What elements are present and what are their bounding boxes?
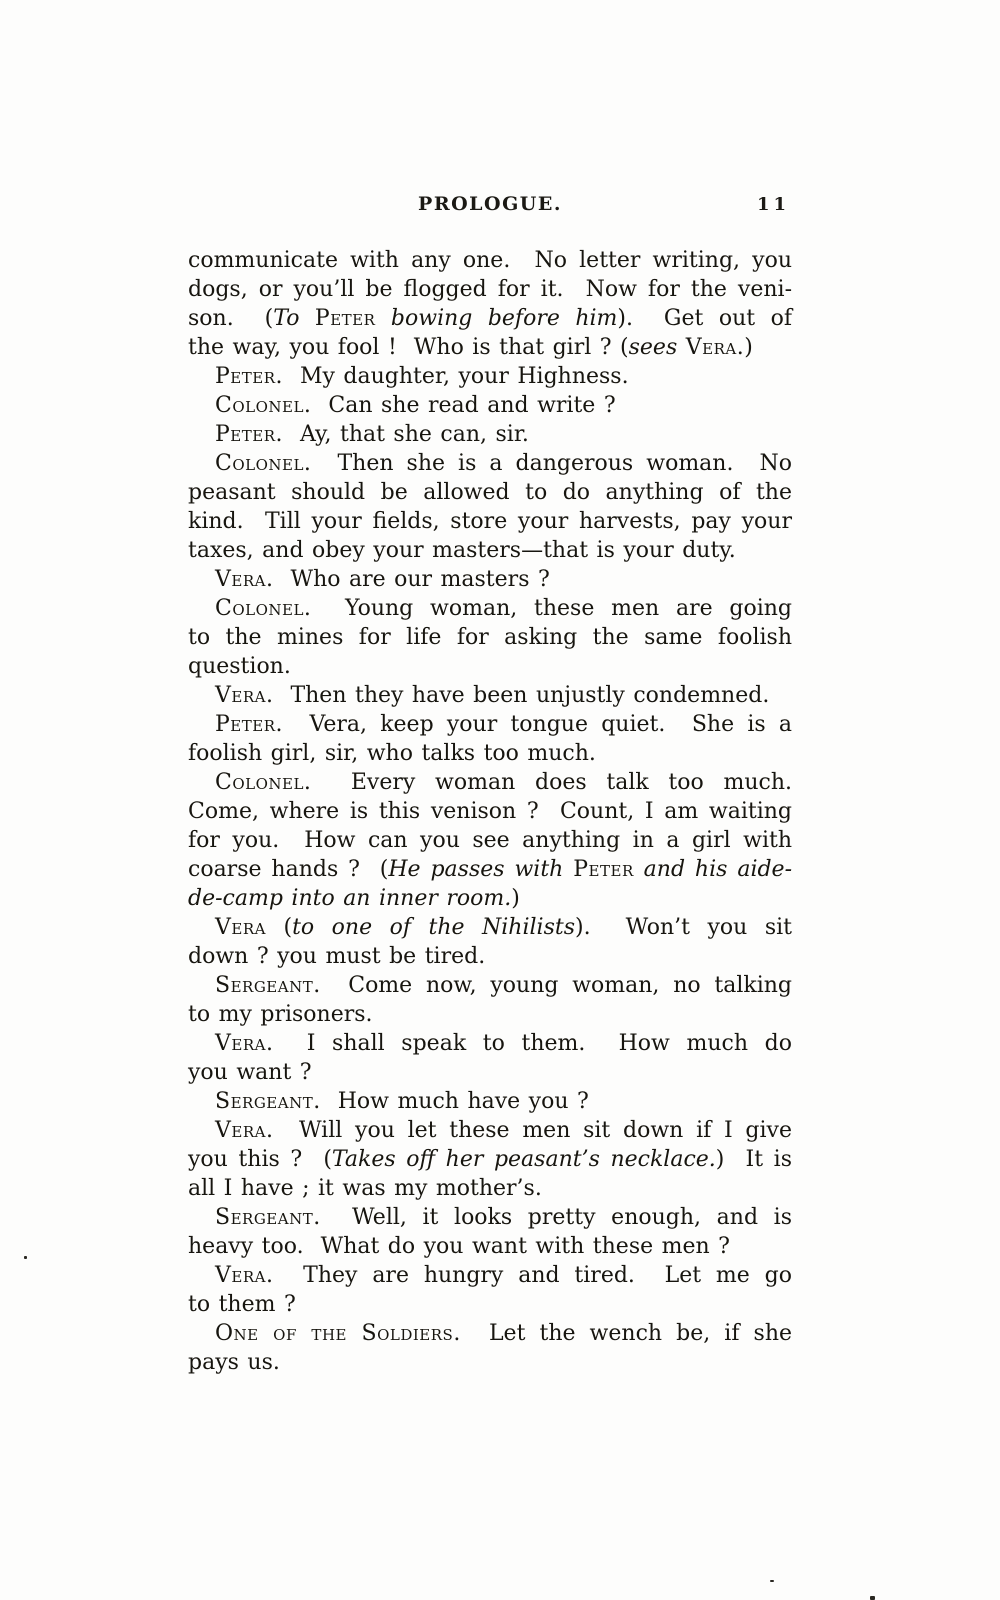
dialogue-text: dogs, or you’ll be flogged for it. Now for the veni- [188, 277, 792, 302]
text-line [188, 1116, 792, 1145]
text-line [188, 652, 792, 681]
text-line [188, 362, 792, 391]
dialogue-text: ) [744, 335, 753, 360]
dialogue-text: I shall speak to them. How much do [273, 1031, 792, 1056]
stage-direction: bowing before him [375, 306, 618, 331]
character-name: One of the Soldiers. [215, 1321, 461, 1346]
dialogue-text: Let the wench be, if she [460, 1321, 793, 1346]
text-line [188, 1203, 792, 1232]
dialogue-text: down ? you must be tired. [188, 944, 486, 969]
text-line [188, 507, 792, 536]
dialogue-text: Come now, young woman, no talking [320, 973, 792, 998]
text-line [188, 275, 792, 304]
dialogue-text: How much have you ? [320, 1089, 589, 1114]
text-line [188, 1174, 792, 1203]
text-line [188, 449, 792, 478]
dialogue-text: Young woman, these men are going [311, 596, 792, 621]
dialogue-text: Come, where is this venison ? Count, I am waiting [188, 799, 792, 824]
dialogue-text: Well, it looks pretty enough, and is [320, 1205, 792, 1230]
dialogue-text: ). Get out of [617, 306, 792, 331]
dialogue-text: Will you let these men sit down if I give [273, 1118, 792, 1143]
text-line [188, 797, 792, 826]
dialogue-text: question. [188, 654, 291, 679]
text-line [188, 623, 792, 652]
character-name: Peter. [215, 422, 283, 447]
stage-direction: He passes with [388, 857, 574, 882]
character-name: Sergeant. [215, 973, 321, 998]
dialogue-text: Who are our masters ? [273, 567, 550, 592]
character-name: Vera. [685, 335, 745, 360]
dialogue-text: foolish girl, sir, who talks too much. [188, 741, 596, 766]
text-line [188, 942, 792, 971]
scan-speck [870, 1596, 875, 1600]
stage-direction: To [273, 306, 315, 331]
dialogue-text: you want ? [188, 1060, 312, 1085]
text-line [188, 1058, 792, 1087]
text-line [188, 1319, 792, 1348]
character-name: Peter. [215, 364, 283, 389]
text-line [188, 739, 792, 768]
character-name: Vera. [215, 1118, 274, 1143]
character-name: Peter [314, 306, 376, 331]
dialogue-text: ). Won’t you sit [575, 915, 792, 940]
text-line [188, 420, 792, 449]
dialogue-text: taxes, and obey your masters—that is your duty. [188, 538, 736, 563]
character-name: Sergeant. [215, 1205, 321, 1230]
dialogue-text: Then they have been unjustly condemned. [273, 683, 770, 708]
text-line [188, 1029, 792, 1058]
character-name: Vera. [215, 1263, 274, 1288]
dialogue-text: for you. How can you see anything in a girl with [188, 828, 792, 853]
stage-direction: de-camp into an inner room. [188, 886, 512, 911]
dialogue-text: They are hungry and tired. Let me go [273, 1263, 792, 1288]
text-line [188, 681, 792, 710]
stage-direction: and his aide- [633, 857, 793, 882]
scan-speck [770, 1580, 774, 1582]
text-line [188, 391, 792, 420]
character-name: Colonel. [215, 393, 312, 418]
dialogue-text: ) It is [715, 1147, 793, 1172]
text-line [188, 971, 792, 1000]
character-name: Colonel. [215, 770, 312, 795]
text-line [188, 1145, 792, 1174]
text-line [188, 333, 792, 362]
character-name: Peter [573, 857, 634, 882]
text-block [188, 246, 792, 1377]
text-line [188, 304, 792, 333]
text-line [188, 565, 792, 594]
scan-speck [24, 1256, 27, 1259]
dialogue-text: the way, you fool ! Who is that girl ? ( [188, 335, 629, 360]
running-title: PROLOGUE. [418, 193, 562, 215]
stage-direction: sees [628, 335, 686, 360]
text-line [188, 1000, 792, 1029]
text-line [188, 246, 792, 275]
stage-direction: Takes off her peasant’s necklace. [331, 1147, 716, 1172]
text-line [188, 1348, 792, 1377]
text-line [188, 710, 792, 739]
text-line [188, 536, 792, 565]
page-header [188, 193, 792, 217]
text-line [188, 594, 792, 623]
dialogue-text: ) [511, 886, 520, 911]
text-line [188, 913, 792, 942]
character-name: Peter. [215, 712, 283, 737]
text-line [188, 855, 792, 884]
text-line [188, 826, 792, 855]
text-line [188, 768, 792, 797]
dialogue-text: heavy too. What do you want with these men ? [188, 1234, 730, 1259]
dialogue-text: Every woman does talk too much. [311, 770, 792, 795]
character-name: Vera. [215, 1031, 274, 1056]
character-name: Vera [215, 915, 266, 940]
dialogue-text: kind. Till your fields, store your harvests, pay your [188, 509, 792, 534]
character-name: Colonel. [215, 451, 312, 476]
dialogue-text: Ay, that she can, sir. [283, 422, 529, 447]
text-line [188, 478, 792, 507]
character-name: Vera. [215, 683, 274, 708]
text-line [188, 1232, 792, 1261]
dialogue-text: pays us. [188, 1350, 280, 1375]
dialogue-text: to the mines for life for asking the same foolish [188, 625, 792, 650]
character-name: Colonel. [215, 596, 312, 621]
page-number: 11 [756, 194, 790, 215]
text-line [188, 1290, 792, 1319]
character-name: Vera. [215, 567, 274, 592]
dialogue-text: peasant should be allowed to do anything of the [188, 480, 792, 505]
dialogue-text: Vera, keep your tongue quiet. She is a [283, 712, 792, 737]
dialogue-text: Can she read and write ? [311, 393, 616, 418]
stage-direction: to one of the Nihilists [292, 915, 576, 940]
dialogue-text: Then she is a dangerous woman. No [311, 451, 792, 476]
dialogue-text: communicate with any one. No letter writing, you [188, 248, 792, 273]
dialogue-text: you this ? ( [188, 1147, 332, 1172]
dialogue-text: all I have ; it was my mother’s. [188, 1176, 542, 1201]
dialogue-text: to my prisoners. [188, 1002, 373, 1027]
text-line [188, 1087, 792, 1116]
character-name: Sergeant. [215, 1089, 321, 1114]
dialogue-text: My daughter, your Highness. [283, 364, 629, 389]
dialogue-text: coarse hands ? ( [188, 857, 389, 882]
dialogue-text: to them ? [188, 1292, 296, 1317]
text-line [188, 884, 792, 913]
dialogue-text: ( [265, 915, 293, 940]
text-line [188, 1261, 792, 1290]
dialogue-text: son. ( [188, 306, 274, 331]
